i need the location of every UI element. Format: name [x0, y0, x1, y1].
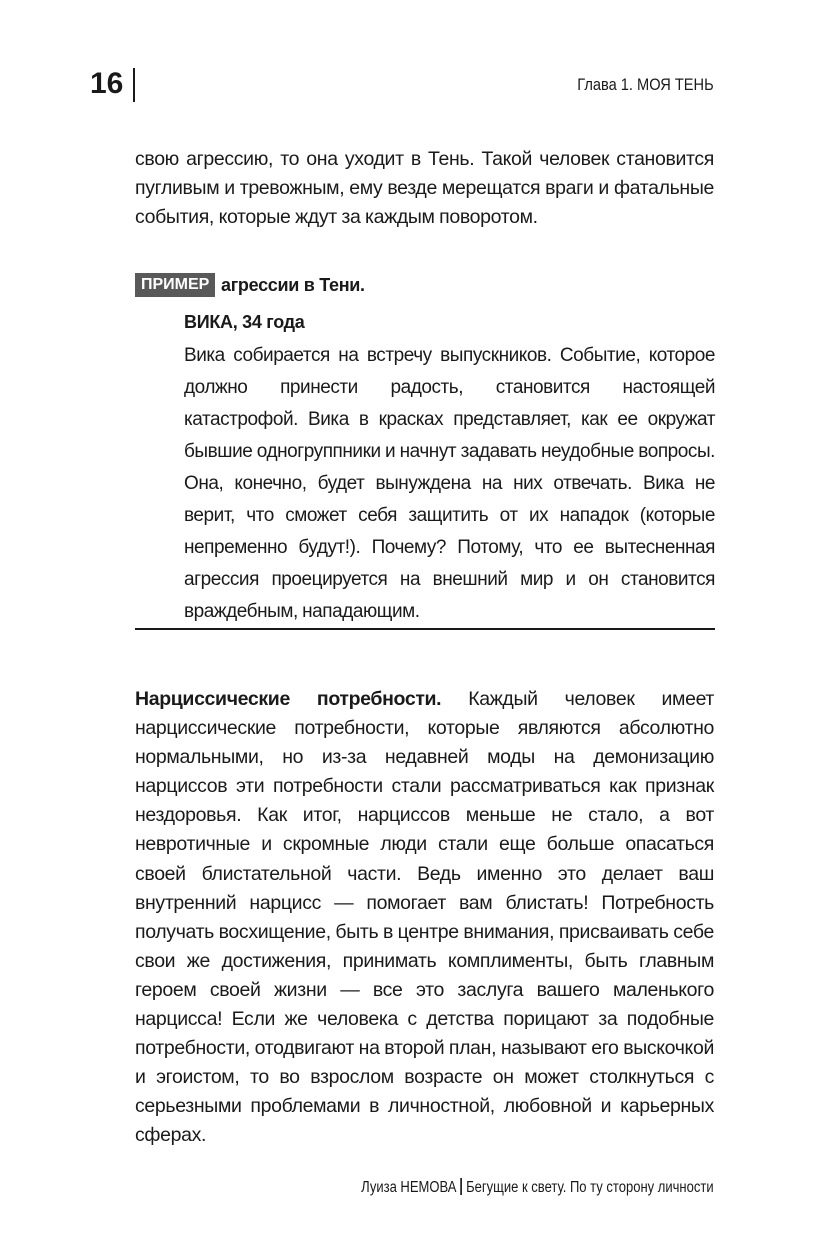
example-label-badge: ПРИМЕР: [135, 273, 215, 297]
case-name: ВИКА, 34 года: [184, 312, 305, 332]
section-lead: Нарциссические потребности.: [135, 688, 442, 710]
case-text: Вика собирается на встречу выпускников. Событие, которое должно принести радость, становится настоящей катастрофой. Вика в красках представляет, как ее окружат бывшие одногруппники и начнут задавать неудобные вопросы. Она, конечно, будет вынуждена на них отвечать. Вика не верит, что сможет себя защитить от их нападок (которые непременно будут!). Почему? Потому, что ее вытесненная агрессия проецируется на внешний мир и он становится враждебным, нападающим.: [184, 345, 715, 622]
page-footer: [362, 1177, 714, 1199]
example-title: агрессии в Тени.: [221, 275, 365, 295]
footer-separator: [461, 1178, 462, 1195]
header-divider: [133, 68, 135, 102]
page-number: 16: [90, 67, 124, 100]
chapter-title: Глава 1. МОЯ ТЕНЬ: [577, 75, 714, 94]
intro-paragraph: свою агрессию, то она уходит в Тень. Такой человек становится пугливым и тревожным, ему везде мерещатся враги и фатальные события, которые ждут за каждым поворотом.: [135, 148, 714, 229]
example-divider: [135, 628, 715, 630]
footer-author: Луиза НЕМОВА: [361, 1179, 457, 1196]
main-paragraph: [135, 685, 714, 1151]
footer-book-title: Бегущие к свету. По ту сторону личности: [466, 1179, 714, 1196]
section-text: Каждый человек имеет нарциссические потребности, которые являются абсолютно нормальными, но из-за недавней моды на демонизацию нарциссов эти потребности стали рассматриваться как признак нездоровья. Как итог, нарциссов меньше не стало, а вот невротичные и скромные люди стали еще больше опасаться своей блистательной части. Ведь именно это делает ваш внутренний нарцисс — помогает вам блистать! Потребность получать восхищение, быть в центре внимания, присваивать себе свои же достижения, принимать комплименты, быть главным героем своей жизни — все это заслуга вашего маленького нарцисса! Если же человека с детства порицают за подобные потребности, отодвигают на второй план, называют его выскочкой и эгоистом, то во взрослом возрасте он может столкнуться с серьезными проблемами в личностной, любовной и карьерных сферах.: [135, 688, 714, 1147]
